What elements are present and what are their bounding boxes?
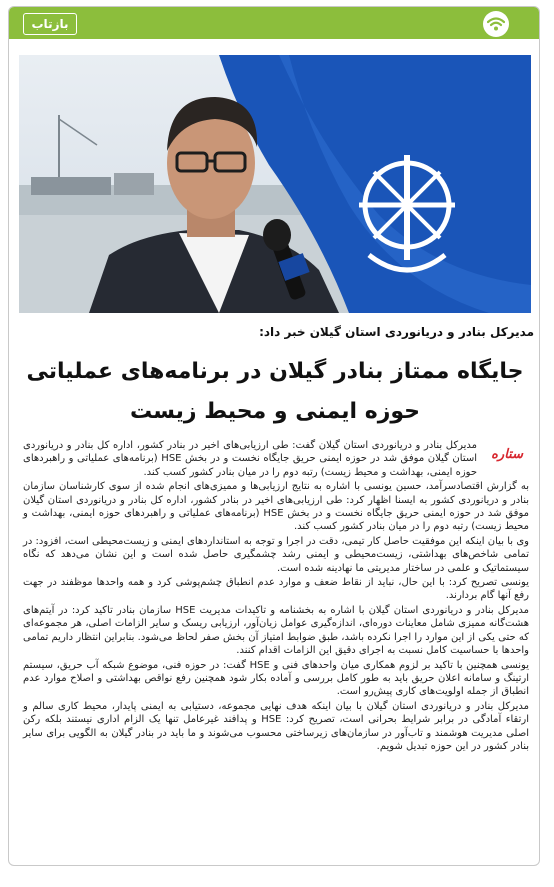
article-body [23,439,529,754]
lead-title: مدیرکل بنادر و دریانوردی استان گیلان خبر داد: [259,325,534,339]
headline-line: حوزه ایمنی و محیط زیست [129,399,421,424]
paragraph: مدیرکل بنادر و دریانوردی استان گیلان با اشاره به بخشنامه و تاکیدات مدیریت HSE سازمان بنادر تاکید کرد: در آیتم‌های هشت‌گانه ممیزی شامل معاینات دوره‌ای، اندازه‌گیری عوامل زیان‌آور، ارزیابی ریسک و سایر الزامات اصلی، هر مجموعه‌ای که حتی یکی از این موارد را اجرا نکرده باشد، طبق ضوابط امتیاز آن بخش صفر لحاظ می‌شود. بنابراین انتظار داریم تمامی واحدها با حساسیت کامل نسبت به اجرای دقیق این الزامات اقدام کنند. [23,604,529,657]
paragraph: مدیرکل بنادر و دریانوردی استان گیلان با بیان اینکه هدف نهایی مجموعه، دستیابی به ایمنی پایدار، محیط کاری سالم و ارتقاء آمادگی در برابر شرایط بحرانی است، تصریح کرد: HSE و پدافند غیرعامل تنها یک الزام اداری نیستند بلکه رکن اصلی مدیریت هوشمند و تاب‌آور در سازمان‌های زیرساختی محسوب می‌شوند و ما باید در بنادر گیلان به الگویی برای سایر بنادر کشور در این حوزه تبدیل شویم. [23,700,529,752]
paragraph: مدیرکل بنادر و دریانوردی استان گیلان گفت: طی ارزیابی‌های اخیر در بنادر کشور، اداره کل بنادر و دریانوردی استان گیلان موفق شد در حوزه ایمنی حریق جایگاه نخست و در بخش HSE (برنامه‌های عملیاتی و راهبردهای حوزه ایمنی، بهداشت و محیط زیست) رتبه دوم را در میان بنادر کشور کسب کند. [23,440,477,478]
paragraph: یونسی تصریح کرد: با این حال، نباید از نقاط ضعف و موارد عدم انطباق چشم‌پوشی کرد و همه واحدها موظفند در جهت رفع آنها گام بردارند. [23,577,529,602]
paragraph: یونسی همچنین با تاکید بر لزوم همکاری میان واحدهای فنی و HSE گفت: در حوزه فنی، موضوع شبکه آب حریق، سیستم ارتینگ و سامانه اعلان حریق باید به طور کامل بررسی و آماده بکار شود همچنین رفع نواقص بهداشتی و اصلاح موارد عدم انطباق از جمله اولویت‌های کاری پیش‌رو است. [23,659,529,698]
headline-line: جایگاه ممتاز بنادر گیلان در برنامه‌های عملیاتی [26,359,524,384]
brand-label: بازتاب [23,13,77,35]
source-logo: ستاره [491,447,523,462]
news-photo [19,55,531,313]
headline [9,352,540,432]
header-bar [9,7,539,39]
paragraph: وی با بیان اینکه این موفقیت حاصل کار تیمی، دقت در اجرا و توجه به استانداردهای ایمنی و زیست‌محیطی است، افزود: در تمامی شاخص‌های بهداشتی، زیست‌محیطی و ایمنی رشد چشمگیری حاصل شده است و این نشان می‌دهد که نگاه سیستماتیک و علمی در ساختار مدیریتی ما نهادینه شده است. [23,535,529,574]
wifi-icon [483,11,509,37]
news-clipping [8,6,540,866]
paragraph: به گزارش اقتصادسرآمد، حسین یونسی با اشاره به نتایج ارزیابی‌ها و ممیزی‌های انجام شده از سوی کارشناسان سازمان بنادر و دریانوردی کشور به ایسنا اظهار کرد: طی ارزیابی‌های اخیر در بنادر کشور، اداره کل بنادر و دریانوردی استان گیلان موفق شد در حوزه ایمنی حریق جایگاه نخست و در بخش HSE (برنامه‌های عملیاتی و راهبردهای حوزه ایمنی، بهداشت و محیط زیست) رتبه دوم را در میان بنادر کشور کسب کند. [23,481,529,533]
